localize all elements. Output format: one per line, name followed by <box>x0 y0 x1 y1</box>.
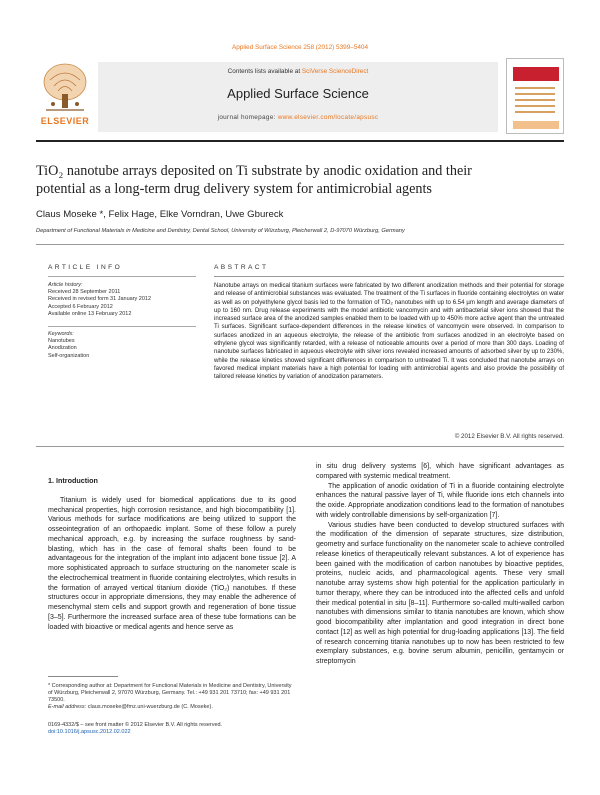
contents-prefix: Contents lists available at <box>227 68 302 75</box>
elsevier-wordmark: ELSEVIER <box>40 116 90 126</box>
title-line-1: TiO₂ nanotube arrays deposited on Ti substrate by anodic oxidation and their <box>36 163 472 179</box>
keywords <box>48 331 188 360</box>
abstract-rule-top <box>214 276 564 277</box>
issn-line: 0169-4332/$ – see front matter © 2012 Elsevier B.V. All rights reserved. <box>48 722 223 728</box>
col2-paragraph: Various studies have been conducted to develop structured surfaces with the modification of the dimension of separate structures, size distribution, geometry and surface functionality on the nanometer scale to achieve controlled release kinetics of therapeutically relevant substances. A lot of experience has been gained with the modification of carbon nanotubes by bioactive peptides, proteins, nucleic acids, and pharmacological agents. These very small nanotube array systems show high potential for the application particularly in tumor therapy, where they can be introduced into the affected cells and unfold their medical potential in situ [8–11]. Furthermore so-called multi-walled carbon nanotubes with dimensions similar to titania nanotubes are known, which show good biocompatibility after implantation and good integration in direct bone contact [12] as well as high potential for drug-loading applications [13]. The field of research concerning titania nanotubes up to now has been restricted to few exemplary substances, e.g. bovine serum albumin, penicillin, gentamycin or streptomycin <box>316 521 564 665</box>
email-line <box>48 704 296 711</box>
affiliation-rule <box>36 244 564 245</box>
title-line-2: potential as a long-term drug delivery system for antimicrobial agents <box>36 181 432 197</box>
email-address[interactable]: claus.moseke@fmz.uni-wuerzburg.de (C. Moseke). <box>87 704 213 711</box>
history-label: Article history: <box>48 282 83 288</box>
copyright-notice: © 2012 Elsevier B.V. All rights reserved. <box>454 433 564 440</box>
article-history <box>48 282 188 318</box>
abstract-rule-bottom <box>36 446 564 447</box>
footnote <box>48 676 296 711</box>
journal-title: Applied Surface Science <box>227 86 369 101</box>
journal-header <box>36 58 564 138</box>
corresponding-author-note: * Corresponding author at: Department for Functional Materials in Medicine and Dentistry, University of Würzburg, Pleicherwall 2, 97070 Würzburg, Germany. Tel.: +49 931 201 73710; fax: +49 931 201 73500. <box>48 682 292 703</box>
keyword: Anodization <box>48 345 77 352</box>
email-label: E-mail address: <box>48 704 87 711</box>
body-column-left <box>48 476 296 632</box>
abstract-text: Nanotube arrays on medical titanium surfaces were fabricated by two different anodization methods and their potential for storage and release of antimicrobial substances was evaluated. The treatment of the Ti surfaces in fluoride containing electrolytes on water as well as on polyethylene glycol basis led to the formation of TiO₂ nanotubes with up to 6.54 µm length and average diameters of up to 160 nm. Drug release experiments with the model antibiotic vancomycin and with antibacterial silver ions showed that the increased surface area of the anodized samples enabled them to be loaded with up to 450% more active agent than the untreated Ti surfaces. Significant surface-dependent differences in the release kinetics of vancomycin were observed. In comparison to surfaces anodized in an aqueous electrolyte, the release of the antibiotic from surfaces anodized in an electrolyte based on ethylene glycol was significantly retarded, with a release of noticeable amounts over a period of more than 300 days. Loading of nanotube surfaces fabricated in aqueous electrolyte with silver ions revealed increased amounts of adsorbed silver by up to 230%, while the release kinetics showed significant differences in comparison to untreated Ti. It was concluded that nanotube arrays on favored medical implant materials have a high potential for loading with antimicrobial agents and also provide the possibility of tailored release kinetics by variation of anodization parameters. <box>214 283 564 381</box>
history-accepted: Accepted 6 February 2012 <box>48 303 113 310</box>
info-rule-top <box>48 276 196 277</box>
history-received: Received 28 September 2011 <box>48 289 121 296</box>
cover-footer-strip <box>513 121 559 129</box>
col2-paragraph-continued: in situ drug delivery systems [6], which have significant advantages as compared with systemic medical treatment. <box>316 463 564 480</box>
body-column-right <box>316 462 564 667</box>
intro-paragraph: Titanium is widely used for biomedical applications due to its good mechanical properties, high corrosion resistance, and high biocompatibility [1]. Various methods for surface modifications are being utilized to support the osseointegration of an orthopaedic implant. Some of these follow a purely mechanical approach, e.g. by increasing the surface roughness by sand-blasting, which has in the case of femoral shafts been found to be advantageous for the integration of the implant into adjacent bone tissue [2]. A more sophisticated approach to surface structuring on the nanometer scale is the electrochemical treatment in fluoride containing electrolytes, which results in the formation of arrayed vertical titanium dioxide (TiO₂) nanotubes. If these structures occur in appropriate dimensions, they may enable the adherence of mesenchymal stem cells and support growth and regeneration of bone tissue [3–5]. Furthermore the increased surface area of these tube formations can be loaded with bioactive or medical agents and hence serve as <box>48 496 296 631</box>
cover-decoration <box>515 87 555 117</box>
sciverse-link[interactable]: SciVerse ScienceDirect <box>301 68 369 75</box>
article-title <box>36 162 536 198</box>
doi-link[interactable]: doi:10.1016/j.apsusc.2012.02.022 <box>48 729 131 736</box>
footnote-rule <box>48 676 118 677</box>
header-rule <box>36 140 564 142</box>
elsevier-logo[interactable] <box>36 58 94 130</box>
journal-homepage <box>98 114 498 121</box>
col2-paragraph: The application of anodic oxidation of Ti in a fluoride containing electrolyte enhances the natural passive layer of Ti, while fluoride ions etch channels into the oxide. Appropriate anodization conditions lead to the formation of nanotubes with widely controllable dimensions by self-organization [7]. <box>316 482 564 519</box>
keyword: Self-organization <box>48 352 90 359</box>
author-list: Claus Moseke *, Felix Hage, Elke Vorndran, Uwe Gbureck <box>36 209 284 220</box>
abstract-label: ABSTRACT <box>214 264 269 271</box>
homepage-prefix: journal homepage: <box>217 114 278 121</box>
section-heading-introduction: 1. Introduction <box>48 476 98 485</box>
front-matter-meta <box>48 722 308 736</box>
journal-banner <box>98 62 498 132</box>
journal-citation[interactable]: Applied Surface Science 258 (2012) 5399–5404 <box>231 44 369 51</box>
journal-cover-thumbnail[interactable] <box>506 58 564 134</box>
keywords-label: Keywords: <box>48 331 74 338</box>
affiliation: Department of Functional Materials in Medicine and Dentistry, Dental School, University of Würzburg, Pleicherwall 2, D-97070 Würzburg, Germany <box>36 228 405 234</box>
homepage-link[interactable]: www.elsevier.com/locate/apsusc <box>277 114 379 121</box>
contents-line <box>98 68 498 75</box>
history-online: Available online 13 February 2012 <box>48 310 132 317</box>
keyword: Nanotubes <box>48 338 75 345</box>
history-revised: Received in revised form 31 January 2012 <box>48 296 152 303</box>
article-info <box>48 282 188 367</box>
cover-title-bar <box>513 67 559 81</box>
elsevier-tree-icon <box>40 60 90 114</box>
info-rule-mid <box>48 326 196 327</box>
article-info-label: ARTICLE INFO <box>48 264 123 271</box>
